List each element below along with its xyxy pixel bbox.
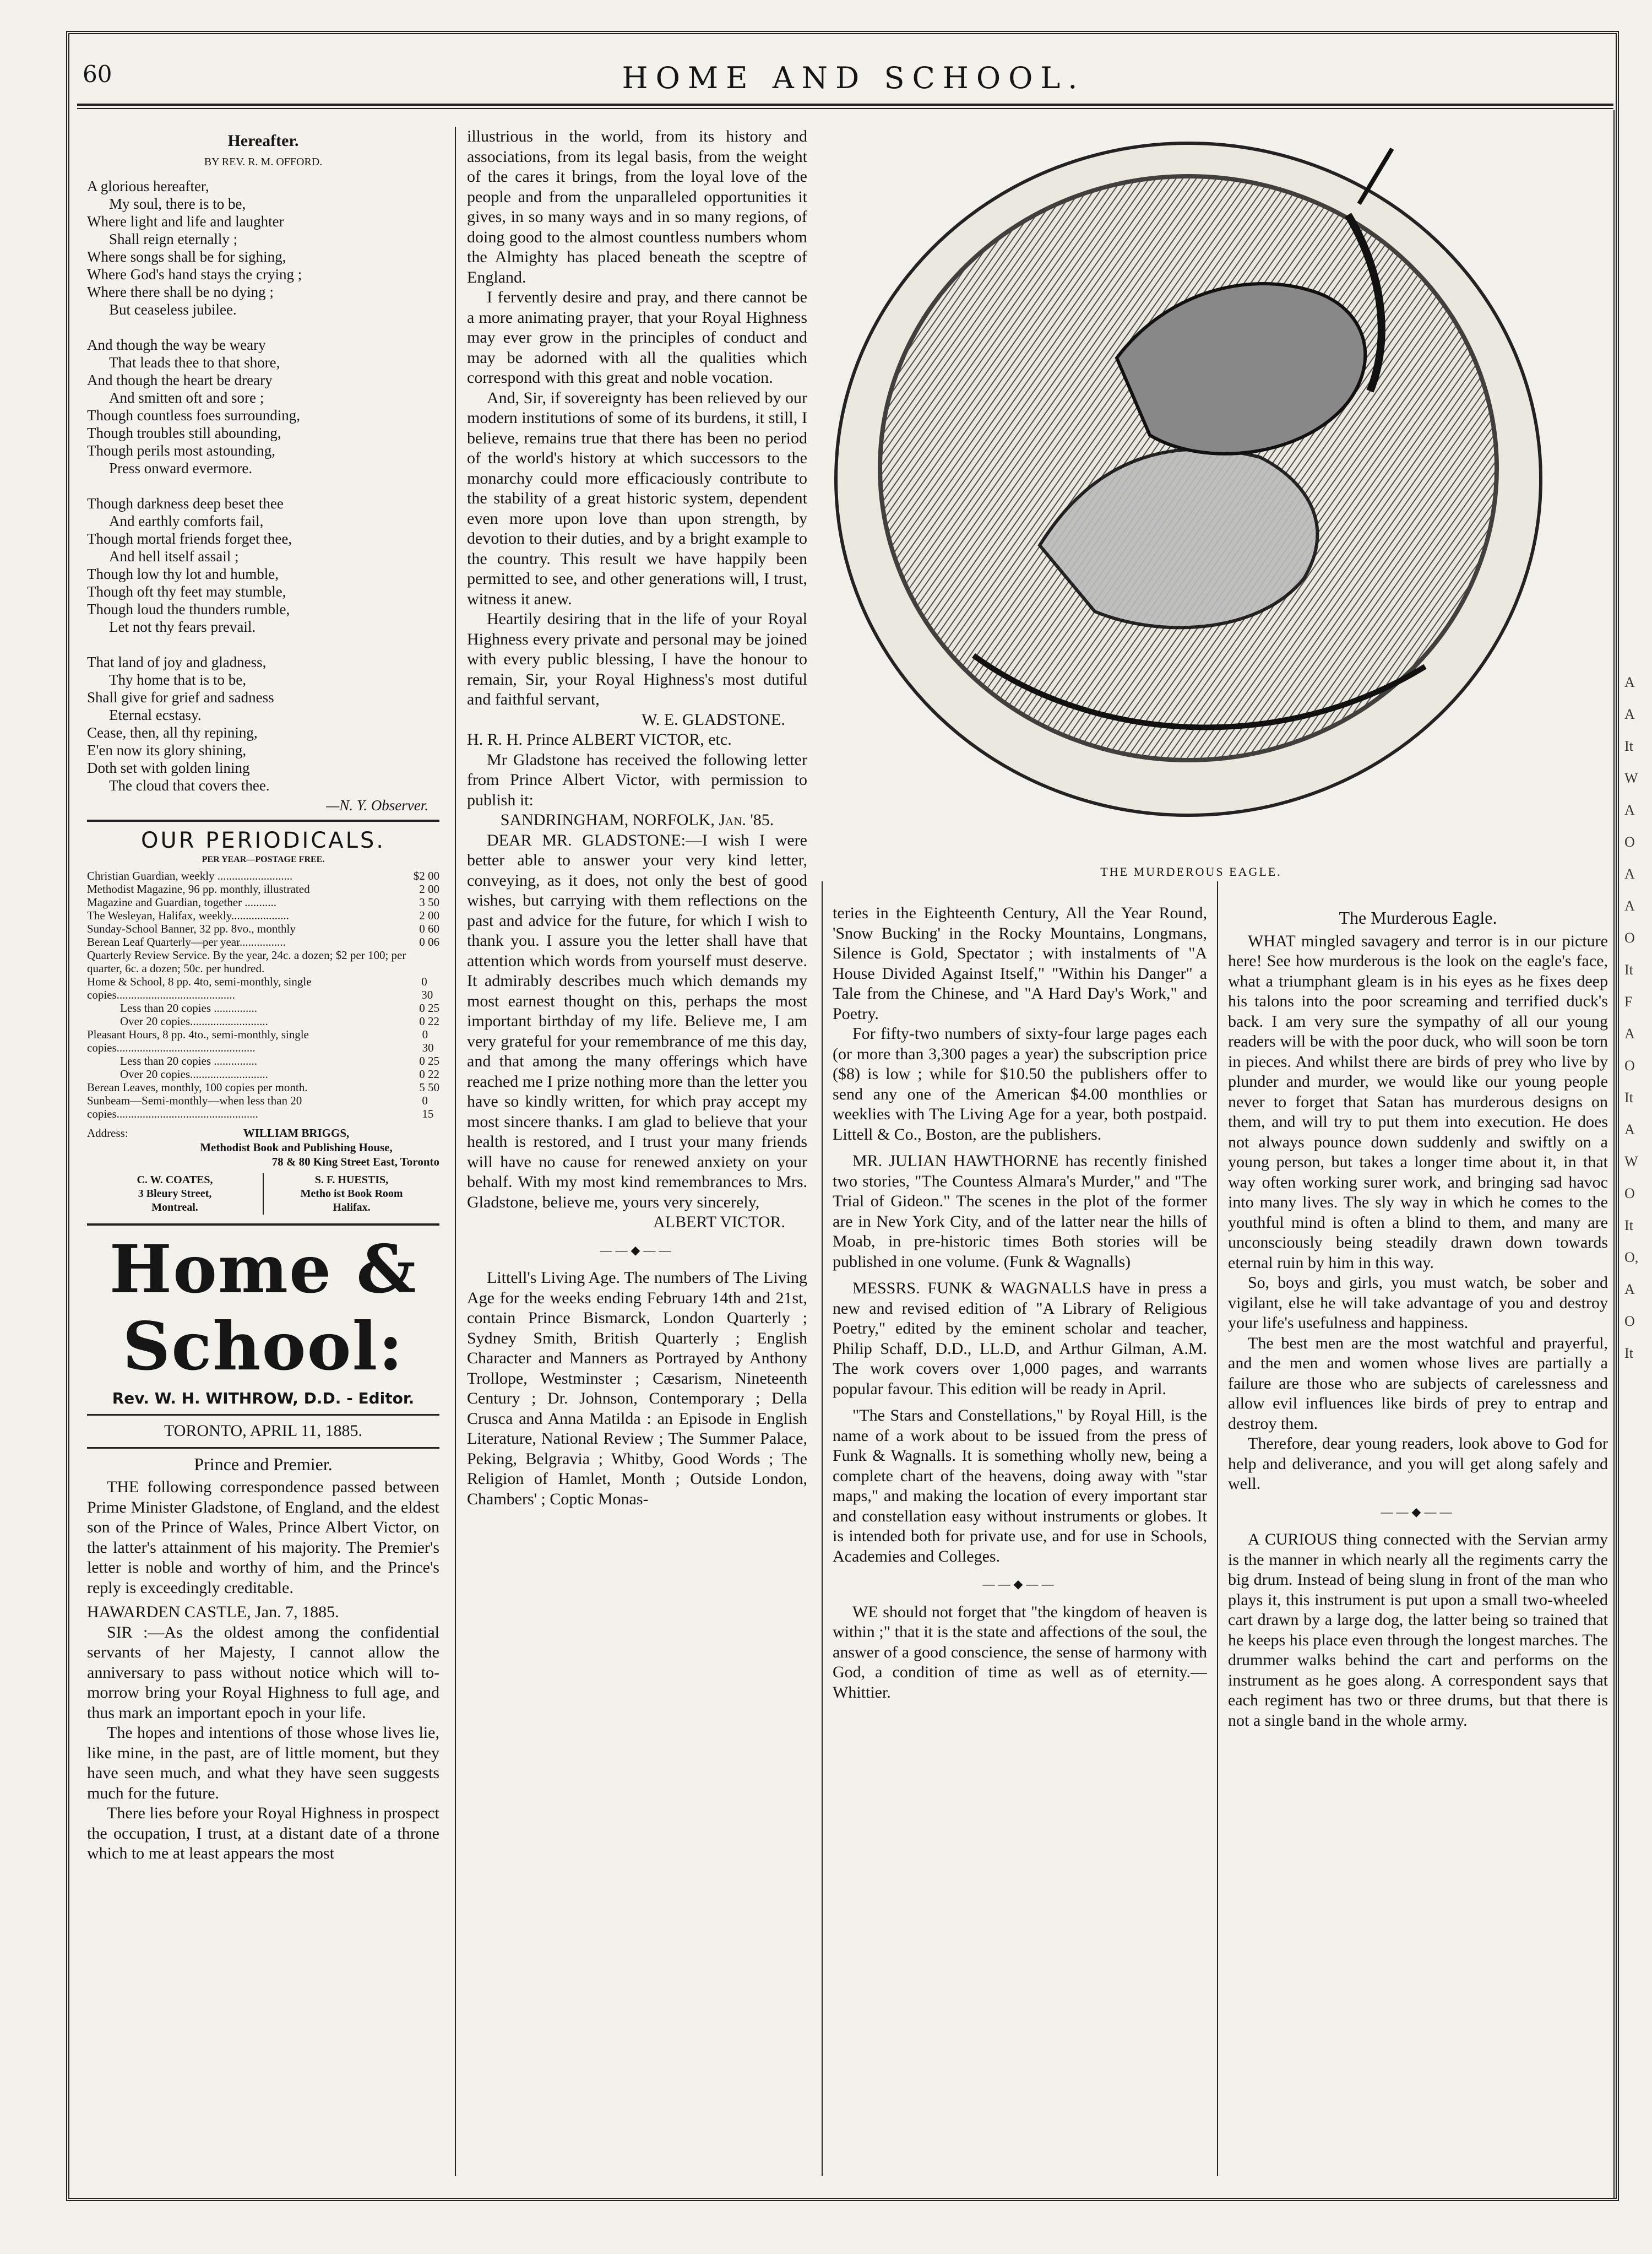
poem-line: Though oft thy feet may stumble, xyxy=(87,583,286,600)
poem-line: Though troubles still abounding, xyxy=(87,424,281,441)
row-price: 0 60 xyxy=(419,922,439,935)
poem-line: Shall give for grief and sadness xyxy=(87,689,274,706)
row-price: $2 00 xyxy=(413,869,439,882)
poem-title: Hereafter. xyxy=(227,132,299,150)
fragment-text: O, xyxy=(1624,1249,1639,1265)
row-price: 5 50 xyxy=(419,1080,439,1094)
poem-line: Where light and life and laughter xyxy=(87,213,284,230)
paragraph: Heartily desiring that in the life of your Royal Highness every private and personal may be joined with every public blessing, I have the honour to remain, Sir, your Royal Highness's most dutiful and faithful servant, xyxy=(467,610,807,708)
article-title: The Murderous Eagle. xyxy=(1339,908,1497,928)
poem-line: Though low thy lot and humble, xyxy=(87,565,279,582)
paragraph: DEAR MR. GLADSTONE:—I wish I were better able to answer your very kind letter, conveying, as it does, not only the best of good wishes, but carrying with them reflections on the past and advice for the future, for which I wish to thank you. I assure you the letter shall have that attention which words from yourself must deserve. It admirably describes much which demands my most earnest thought on this, perhaps the most important birthday of my life. Believe me, I am very grateful for your remembrance of me this day, and that among the many offerings which have reached me I prize nothing more than the letter you have so kindly written, for which pray accept my most sincere thanks. I am glad to believe that your health is restored, and I trust your many friends will have no cause for renewed anxiety on your behalf. With my most kind remembrances to Mrs. Gladstone, believe me, yours very sincerely, xyxy=(467,831,807,1211)
table-row xyxy=(87,1015,439,1028)
row-price: 0 25 xyxy=(419,1001,439,1015)
table-row xyxy=(87,1068,439,1081)
table-row xyxy=(87,975,439,1001)
fragment-text: O xyxy=(1624,1185,1635,1201)
poem-line: Where songs shall be for sighing, xyxy=(87,248,286,265)
column-1 xyxy=(87,127,439,2181)
paragraph: A CURIOUS thing connected with the Servian army is the manner in which nearly all the regiments carry the big drum. Instead of being slung in front of the man who plays it, this instrument is put upon a small two-wheeled cart drawn by a large dog, the latter being so trained that he keeps his place even through the longest marches. The drummer walks behind the cart and performs on the instrument as he goes along. A correspondent says that each regiment has two or three drums, but that there is not a single band in the whole army. xyxy=(1228,1530,1608,1730)
letter-place: HAWARDEN CASTLE, Jan. 7, 1885. xyxy=(87,1603,339,1621)
fragment-text: A xyxy=(1624,706,1635,722)
agent-line: Halifax. xyxy=(333,1201,371,1213)
poem-line: And though the heart be dreary xyxy=(87,371,273,388)
poem-line: And earthly comforts fail, xyxy=(109,512,264,529)
adjacent-page-fragment xyxy=(1624,61,1652,2198)
address-line: WILLIAM BRIGGS, xyxy=(243,1126,350,1140)
column-divider xyxy=(822,881,823,2176)
row-price: 2 00 xyxy=(419,908,439,922)
row-name: Quarterly Review Service. By the year, 24c. a dozen; $2 per 100; per quarter, 6c. a dozen; 50c. per hundred. xyxy=(87,948,406,975)
poem-source: —N. Y. Observer. xyxy=(326,797,428,814)
row-name: Berean Leaf Quarterly—per year................ xyxy=(87,935,286,949)
masthead-editor: Rev. W. H. WITHROW, D.D. - Editor. xyxy=(112,1389,415,1407)
table-row xyxy=(87,896,439,909)
column-4 xyxy=(1228,903,1608,2181)
poem-line: And hell itself assail ; xyxy=(109,548,239,565)
paragraph: illustrious in the world, from its history and associations, from its legal basis, from the weight of the cares it brings, from the loyal love of the people and from the unparalleled opportunities it gives, in so many ways and in so many regions, of doing good to the almost countless numbers whom the Almighty has placed beneath the sceptre of England. xyxy=(467,127,807,286)
address-lines xyxy=(153,1126,439,1169)
row-price: 0 30 xyxy=(422,1027,434,1054)
row-price: 0 22 xyxy=(419,1014,439,1028)
poem-line: Cease, then, all thy repining, xyxy=(87,724,258,741)
row-name: Sunday-School Banner, 32 pp. 8vo., monthly xyxy=(87,922,296,935)
table-row xyxy=(87,882,439,896)
row-price: 0 25 xyxy=(419,1054,439,1068)
fragment-text: It xyxy=(1624,1090,1633,1106)
poem-line: Let not thy fears prevail. xyxy=(109,618,256,635)
article-title: Prince and Premier. xyxy=(194,1454,333,1474)
fragment-text: It xyxy=(1624,1217,1633,1233)
poem-line: And smitten oft and sore ; xyxy=(109,389,264,406)
paragraph: MESSRS. FUNK & WAGNALLS have in press a new and revised edition of "A Library of Religious Poetry," edited by the eminent scholar and teacher, Philip Schaff, D.D., LL.D, and Arthur Gilman, A.M. The work covers over 1,000 pages, and warrants popular favour. This edition will be ready in April. xyxy=(833,1279,1207,1398)
fragment-text: It xyxy=(1624,962,1633,978)
ornament-divider: ——◆—— xyxy=(600,1243,675,1257)
row-price: 3 50 xyxy=(419,895,439,909)
poem-stanza xyxy=(87,177,439,318)
row-name: Over 20 copies........................... xyxy=(120,1067,268,1081)
page-title: HOME AND SCHOOL. xyxy=(622,61,1085,95)
table-row xyxy=(87,1028,439,1054)
fragment-text: A xyxy=(1624,866,1635,882)
row-price: 0 15 xyxy=(422,1093,434,1120)
publisher-address xyxy=(87,1126,439,1169)
column-2 xyxy=(467,127,807,2181)
section-rule xyxy=(87,1414,439,1416)
row-name: Over 20 copies........................... xyxy=(120,1014,268,1028)
poem-line: Eternal ecstasy. xyxy=(109,706,202,723)
poem-line: That leads thee to that shore, xyxy=(109,354,280,371)
poem-line: Where there shall be no dying ; xyxy=(87,283,274,300)
poem-line: A glorious hereafter, xyxy=(87,177,209,194)
page-number: 60 xyxy=(83,61,112,88)
paragraph: The best men are the most watchful and prayerful, and the men and women whose lives are partially a failure are those who are subjects of carelessness and allow evil influences like birds of prey to entrap and destroy them. xyxy=(1228,1334,1608,1433)
column-divider xyxy=(1613,110,1615,2198)
section-rule xyxy=(87,1447,439,1449)
poem-line: Though mortal friends forget thee, xyxy=(87,530,292,547)
paragraph: Mr Gladstone has received the following letter from Prince Albert Victor, with permission to publish it: xyxy=(467,750,807,809)
paragraph: Therefore, dear young readers, look above to God for help and deliverance, and you will get along safely and well. xyxy=(1228,1434,1608,1493)
row-price: 0 22 xyxy=(419,1067,439,1081)
table-row xyxy=(87,909,439,922)
table-row xyxy=(87,1001,439,1015)
paragraph: So, boys and girls, you must watch, be sober and vigilant, else he will take advantage of you and destroy your life's usefulness and happiness. xyxy=(1228,1274,1608,1332)
table-row xyxy=(87,935,439,949)
row-name: Pleasant Hours, 8 pp. 4to., semi-monthly, single copies................................................ xyxy=(87,1027,309,1054)
illustration-caption: THE MURDEROUS EAGLE. xyxy=(1100,865,1282,879)
poem-line: Press onward evermore. xyxy=(109,459,253,476)
signature: W. E. GLADSTONE. xyxy=(642,710,785,729)
row-name: Christian Guardian, weekly .......................... xyxy=(87,869,293,882)
column-3 xyxy=(833,903,1207,2181)
poem-line: That land of joy and gladness, xyxy=(87,653,267,670)
row-name: Less than 20 copies ............... xyxy=(120,1001,258,1015)
signature: ALBERT VICTOR. xyxy=(653,1213,785,1231)
agent-line: Metho ist Book Room xyxy=(300,1187,403,1200)
eagle-drawing xyxy=(808,127,1574,854)
paragraph: teries in the Eighteenth Century, All the Year Round, 'Snow Bucking' in the Rocky Mountains, Longmans, Silence is Gold, Spectator ; with instalments of "A House Divided Against Itself," "Within his Danger" a Tale from the Chinese, and "A Hard Day's Work," and Poetry. xyxy=(833,904,1207,1023)
fragment-text: W xyxy=(1624,770,1638,786)
row-name: Berean Leaves, monthly, 100 copies per month. xyxy=(87,1080,308,1094)
poem-body xyxy=(87,177,439,814)
row-price: 0 06 xyxy=(419,935,439,949)
poem-line: But ceaseless jubilee. xyxy=(109,301,237,318)
paragraph: For fifty-two numbers of sixty-four large pages each (or more than 3,300 pages a year) the subscription price ($8) is low ; while for $10.50 the publishers offer to send any one of the American $4.00 monthlies or weeklies with The Living Age for a year, both postpaid. Littell & Co., Boston, are the publishers. xyxy=(833,1025,1207,1144)
fragment-text: A xyxy=(1624,802,1635,818)
agents xyxy=(87,1173,439,1215)
fragment-text: It xyxy=(1624,1345,1633,1361)
header-rule xyxy=(77,104,1613,106)
poem-line: Though perils most astounding, xyxy=(87,442,275,459)
fragment-text: O xyxy=(1624,930,1635,946)
poem-line: The cloud that covers thee. xyxy=(109,777,270,794)
table-row xyxy=(87,949,439,975)
fragment-text: A xyxy=(1624,1026,1635,1042)
poem-line: My soul, there is to be, xyxy=(109,195,246,212)
poem-stanza xyxy=(87,653,439,794)
section-rule xyxy=(87,1223,439,1226)
poem-line: Though darkness deep beset thee xyxy=(87,495,284,512)
periodicals-title: OUR PERIODICALS. xyxy=(140,827,386,853)
paragraph: I fervently desire and pray, and there cannot be a more animating prayer, that your Royal Highness may ever grow in the principles of conduct and may be adorned with all the qualities which correspond with this great and noble vocation. xyxy=(467,288,807,387)
paragraph: SIR :—As the oldest among the confidential servants of her Majesty, I cannot allow the anniversary to pass without notice which will to-morrow bring your Royal Highness to full age, and thus mark an important epoch in your life. xyxy=(87,1623,439,1722)
fragment-text: A xyxy=(1624,674,1635,690)
poem-line: Where God's hand stays the crying ; xyxy=(87,266,302,283)
agent-line: C. W. COATES, xyxy=(137,1173,213,1186)
fragment-text: It xyxy=(1624,738,1633,754)
poem-line: Thy home that is to be, xyxy=(109,671,246,688)
poem-stanza xyxy=(87,495,439,636)
fragment-text: F xyxy=(1624,994,1633,1010)
agent-line: 3 Bleury Street, xyxy=(138,1187,212,1200)
addressee: H. R. H. Prince ALBERT VICTOR, etc. xyxy=(467,730,732,749)
row-name: Sunbeam—Semi-monthly—when less than 20 copies................................................. xyxy=(87,1093,302,1120)
table-row xyxy=(87,1094,439,1120)
fragment-text: O xyxy=(1624,1058,1635,1074)
fragment-text: A xyxy=(1624,1281,1635,1297)
agent-line: S. F. HUESTIS, xyxy=(314,1173,389,1186)
section-rule xyxy=(87,820,439,822)
dateline: TORONTO, APRIL 11, 1885. xyxy=(164,1422,363,1440)
poem-line: Doth set with golden lining xyxy=(87,759,250,776)
fragment-text: A xyxy=(1624,898,1635,914)
paragraph: MR. JULIAN HAWTHORNE has recently finished two stories, "The Countess Almara's Murder," and "The Trial of Gideon." The scenes in the plot of the former are in New York City, and of the latter near the hills of Moab, in pre-historic times Both stories will be published in one volume. (Funk & Wagnalls) xyxy=(833,1152,1207,1271)
poem-line: Though countless foes surrounding, xyxy=(87,407,300,424)
address-line: 78 & 80 King Street East, Toronto xyxy=(271,1155,439,1168)
table-row xyxy=(87,1054,439,1068)
column-divider xyxy=(455,127,456,2176)
paragraph: Littell's Living Age. The numbers of The Living Age for the weeks ending February 14th and 21st, contain Prince Bismarck, London Quarterly ; Sydney Smith, British Quarterly ; English Character and Manners as Portrayed by Anthony Trollope, Westminster ; Cæsarism, Nineteenth Century ; Dr. Johnson, Contemporary ; Della Crusca and Anna Matilda : an Episode in English Literature, National Review ; The Summer Palace, Peking, Belgravia ; Whitby, Good Words ; The Religion of Hamlet, Month ; Outside London, Chambers' ; Coptic Monas- xyxy=(467,1269,807,1508)
ornament-divider: ——◆—— xyxy=(1381,1504,1455,1519)
periodicals-subtitle: PER YEAR—POSTAGE FREE. xyxy=(202,854,325,864)
agent-line: Montreal. xyxy=(151,1201,198,1213)
row-name: Methodist Magazine, 96 pp. monthly, illustrated xyxy=(87,882,310,896)
fragment-text: W xyxy=(1624,1153,1638,1169)
agent-montreal xyxy=(87,1173,264,1215)
paragraph: WHAT mingled savagery and terror is in our picture here! See how murderous is the look on the eagle's face, what a triumphant gleam is in his eyes as he fixes deep his talons into the poor screaming and terrified duck's back. I am very sure the sympathy of all our young readers will be with the poor duck, who will soon be torn in pieces. And whilst there are birds of prey who live by plunder and murder, we would like our young people never to forget that Satan has murderous designs on them, and will try to put them into execution. He does not always pounce down suddenly and swiftly on a young person, but takes a longer time about it, in that way often working surer work, and bringing sad havoc into many lives. The sly way in which he comes to the youthful mind is often a blind to them, and many are unconsciously being steadily drawn down towards eternal ruin by him in this way. xyxy=(1228,931,1608,1272)
column-divider xyxy=(1217,881,1218,2176)
row-name: The Wesleyan, Halifax, weekly.................... xyxy=(87,908,289,922)
row-price: 2 00 xyxy=(419,882,439,896)
paragraph: WE should not forget that "the kingdom of heaven is within ;" that it is the state and affections of the soul, the answer of a good conscience, the sense of harmony with God, a condition of time as well as of eternity.—Whittier. xyxy=(833,1602,1207,1702)
poem-line: And though the way be weary xyxy=(87,336,266,353)
periodicals-table xyxy=(87,869,439,1120)
paragraph: THE following correspondence passed between Prime Minister Gladstone, of England, and the eldest son of the Prince of Wales, Prince Albert Victor, on the latter's attainment of his majority. The Premier's letter is noble and worthy of him, and the Prince's reply is exceedingly creditable. xyxy=(87,1478,439,1597)
paragraph: There lies before your Royal Highness in prospect the occupation, I trust, at a distant date of a throne which to me at least appears the most xyxy=(87,1804,439,1862)
eagle-illustration xyxy=(808,127,1574,879)
poem-byline: BY REV. R. M. OFFORD. xyxy=(204,155,323,168)
row-name: Home & School, 8 pp. 4to, semi-monthly, single copies......................................... xyxy=(87,974,312,1001)
poem-line: Though loud the thunders rumble, xyxy=(87,600,290,617)
paragraph: "The Stars and Constellations," by Royal Hill, is the name of a work about to be issued from the press of Funk & Wagnalls. It is something wholly new, being a complete chart of the heavens, doing away with "star maps," and making the location of every important star and constellation easy without instruments or globes. It is intended both for private use, and for use in Schools, Academies and Colleges. xyxy=(833,1406,1207,1565)
poem-line: Shall reign eternally ; xyxy=(109,230,238,247)
address-line: Methodist Book and Publishing House, xyxy=(200,1140,393,1154)
row-name: Less than 20 copies ............... xyxy=(120,1054,258,1068)
poem-line: E'en now its glory shining, xyxy=(87,741,247,758)
masthead-title: Home & School: xyxy=(109,1230,417,1385)
table-row xyxy=(87,1081,439,1094)
agent-halifax xyxy=(264,1173,439,1215)
fragment-text: A xyxy=(1624,1121,1635,1137)
ornament-divider: ——◆—— xyxy=(982,1577,1057,1591)
poem-stanza xyxy=(87,336,439,477)
fragment-text: O xyxy=(1624,834,1635,850)
letter-place: SANDRINGHAM, NORFOLK, Jan. '85. xyxy=(500,811,774,829)
paragraph: And, Sir, if sovereignty has been relieved by our modern institutions of some of its burdens, it still, I believe, remains true that there has been no period of the world's history at which successors to the monarchy could more efficaciously contribute to the stability of a great historic system, dependent even more upon love than upon strength, by devotion to their duties, and by a bright example to the country. This result we have happily been permitted to see, and other generations will, I trust, witness it anew. xyxy=(467,388,807,608)
address-label: Address: xyxy=(87,1126,128,1140)
fragment-text: O xyxy=(1624,1313,1635,1329)
table-row xyxy=(87,922,439,935)
table-row xyxy=(87,869,439,882)
header-rule-thin xyxy=(77,108,1613,109)
row-price: 0 30 xyxy=(421,974,433,1001)
paragraph: The hopes and intentions of those whose lives lie, like mine, in the past, are of little moment, but they have seen much, and what they have seen suggests much for the future. xyxy=(87,1724,439,1802)
row-name: Magazine and Guardian, together ........... xyxy=(87,895,277,909)
